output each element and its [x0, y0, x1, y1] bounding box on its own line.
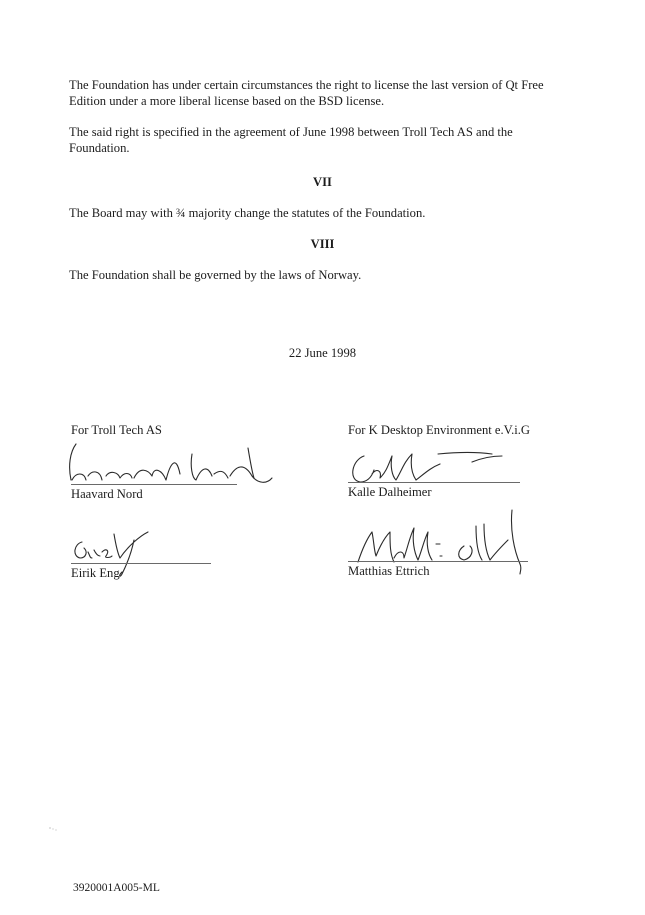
signatory-name-kalle-dalheimer: Kalle Dalheimer: [348, 485, 432, 499]
paragraph-statutes: The Board may with ¾ majority change the statutes of the Foundation.: [69, 206, 426, 220]
section-heading-vii: VII: [313, 175, 332, 189]
signatory-name-haavard-nord: Haavard Nord: [71, 487, 143, 501]
signatory-label-kde: For K Desktop Environment e.V.i.G: [348, 423, 531, 437]
paragraph-right-specified: The said right is specified in the agreement of June 1998 between Troll Tech AS and the Foundation.: [69, 125, 513, 155]
signature-line-haavard-nord: [71, 484, 237, 485]
document-date: 22 June 1998: [288, 346, 357, 360]
document-code: 3920001A005-ML: [73, 882, 160, 894]
signature-haavard-nord: [62, 436, 277, 490]
signatory-label-troll-tech: For Troll Tech AS: [71, 423, 162, 437]
signature-line-matthias-ettrich: [348, 561, 528, 562]
signature-line-kalle-dalheimer: [348, 482, 520, 483]
paragraph-liberal-license: The Foundation has under certain circumstances the right to license the last version of Qt Free Edition under a more liberal license based on the BSD license.: [69, 78, 544, 108]
signatory-name-eirik-eng: Eirik Eng: [71, 566, 120, 580]
scan-speck: [48, 826, 58, 832]
paragraph-governing-law: The Foundation shall be governed by the laws of Norway.: [69, 268, 362, 282]
signatory-name-matthias-ettrich: Matthias Ettrich: [348, 564, 430, 578]
signature-line-eirik-eng: [71, 563, 211, 564]
section-heading-viii: VIII: [310, 237, 335, 251]
